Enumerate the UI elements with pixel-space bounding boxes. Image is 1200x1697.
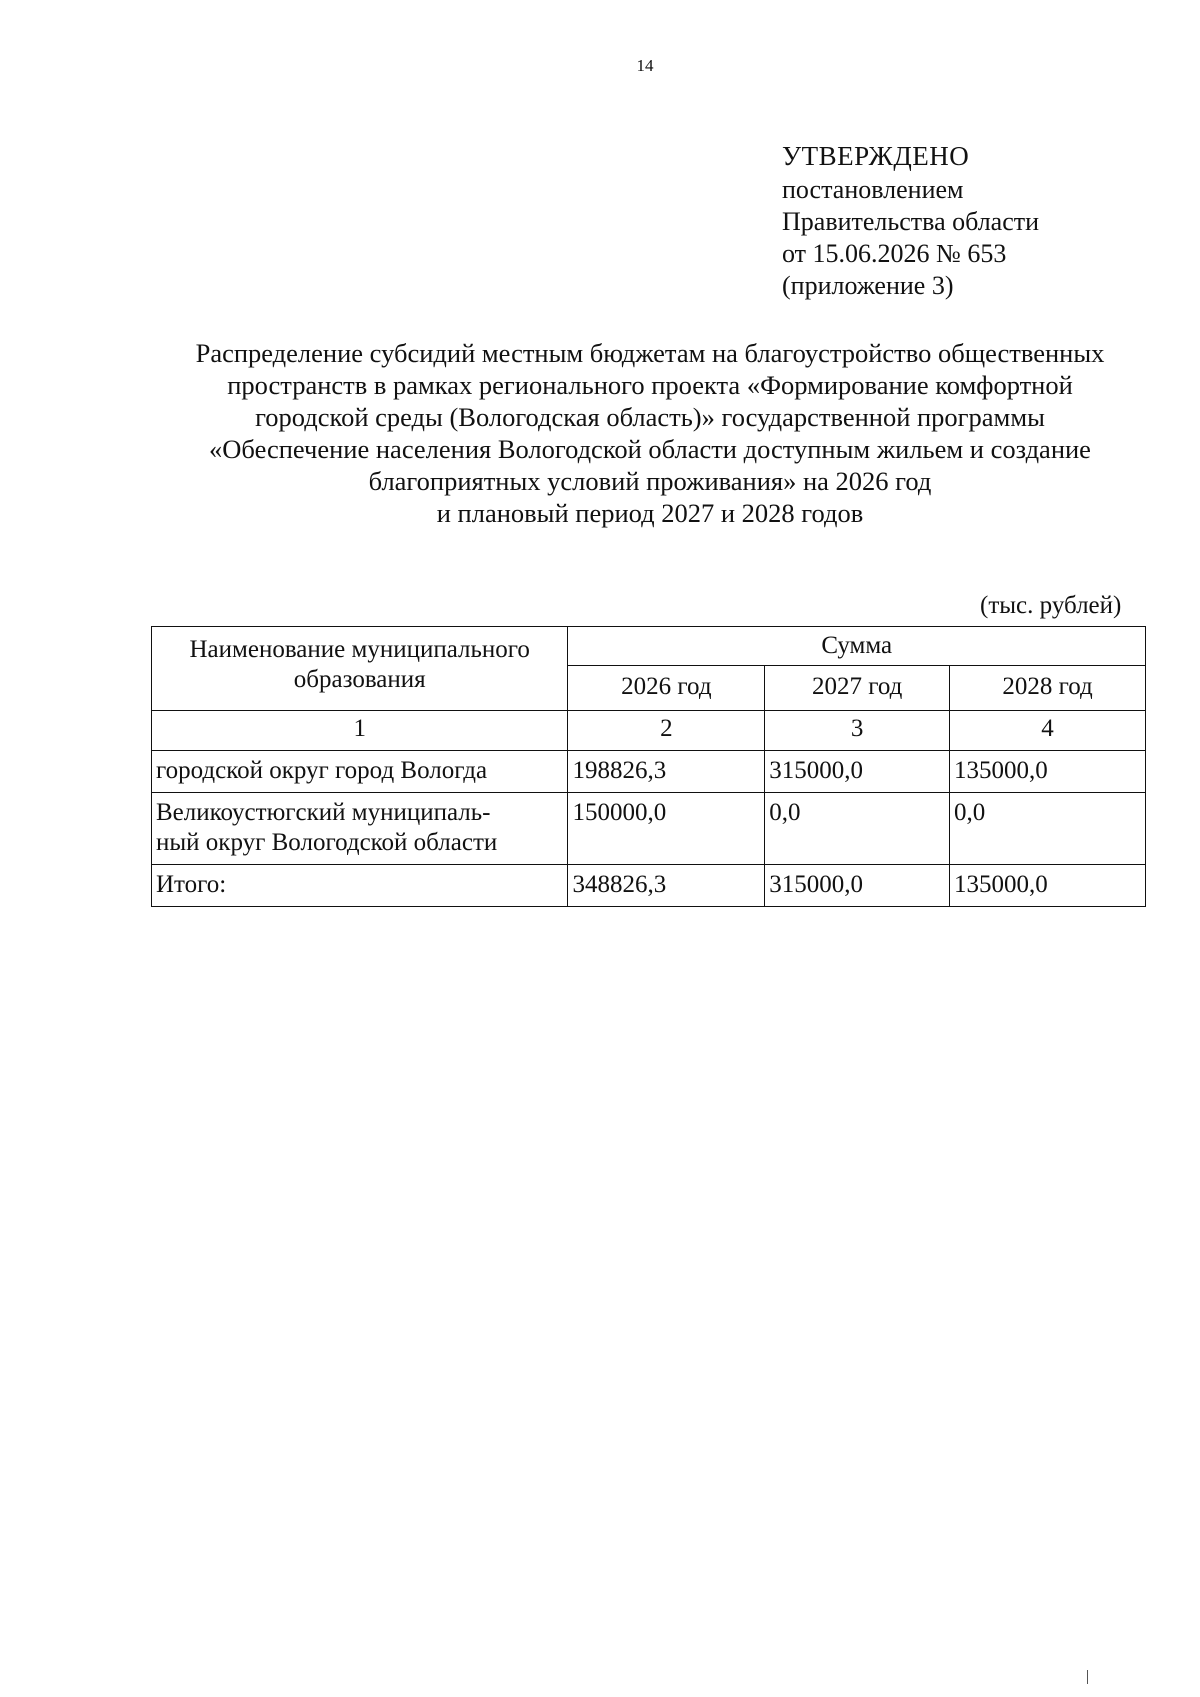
scan-edge-mark xyxy=(1087,1670,1088,1684)
amount-2026: 150000,0 xyxy=(568,793,765,865)
total-label: Итого: xyxy=(152,865,568,907)
column-number: 1 xyxy=(152,711,568,751)
units-label: (тыс. рублей) xyxy=(980,592,1122,619)
header-municipality: Наименование муниципального образования xyxy=(152,627,568,711)
column-number: 2 xyxy=(568,711,765,751)
approval-line-government: Правительства области xyxy=(782,207,1040,236)
page-number: 14 xyxy=(636,56,654,75)
amount-2027: 315000,0 xyxy=(765,751,950,793)
approval-heading: УТВЕРЖДЕНО xyxy=(782,141,970,171)
title-line: пространств в рамках регионального проекта «Формирование комфортной xyxy=(227,370,1073,400)
amount-2026: 198826,3 xyxy=(568,751,765,793)
header-year-2026: 2026 год xyxy=(568,666,765,711)
title-line: и плановый период 2027 и 2028 годов xyxy=(436,498,864,528)
title-line: благоприятных условий проживания» на 2026 год xyxy=(368,466,932,496)
title-line: «Обеспечение населения Вологодской области доступным жильем и создание xyxy=(209,434,1091,464)
municipality-name: городской округ город Вологда xyxy=(152,751,568,793)
title-line: городской среды (Вологодская область)» государственной программы xyxy=(255,402,1045,432)
title-line: Распределение субсидий местным бюджетам на благоустройство общественных xyxy=(195,338,1105,368)
total-2028: 135000,0 xyxy=(950,865,1146,907)
header-year-2028: 2028 год xyxy=(950,666,1146,711)
municipality-name-line: ный округ Вологодской области xyxy=(156,829,498,856)
approval-stamp xyxy=(782,140,1039,302)
approval-line-appendix: (приложение 3) xyxy=(782,271,954,300)
amount-2028: 0,0 xyxy=(950,793,1146,865)
table-row xyxy=(152,751,1146,793)
approval-line-date-number: от 15.06.2026 № 653 xyxy=(782,239,1007,268)
header-sum: Сумма xyxy=(568,627,1146,666)
municipality-name xyxy=(152,793,568,865)
approval-line-resolution: постановлением xyxy=(782,175,964,204)
total-row xyxy=(152,865,1146,907)
total-2027: 315000,0 xyxy=(765,865,950,907)
column-number: 3 xyxy=(765,711,950,751)
municipality-name-line: Великоустюгский муниципаль- xyxy=(156,799,491,826)
amount-2028: 135000,0 xyxy=(950,751,1146,793)
column-number-row xyxy=(152,711,1146,751)
subsidy-table xyxy=(151,626,1146,907)
amount-2027: 0,0 xyxy=(765,793,950,865)
table-row xyxy=(152,793,1146,865)
total-2026: 348826,3 xyxy=(568,865,765,907)
header-year-2027: 2027 год xyxy=(765,666,950,711)
table-header-row xyxy=(152,627,1146,666)
column-number: 4 xyxy=(950,711,1146,751)
document-title xyxy=(150,337,1150,529)
